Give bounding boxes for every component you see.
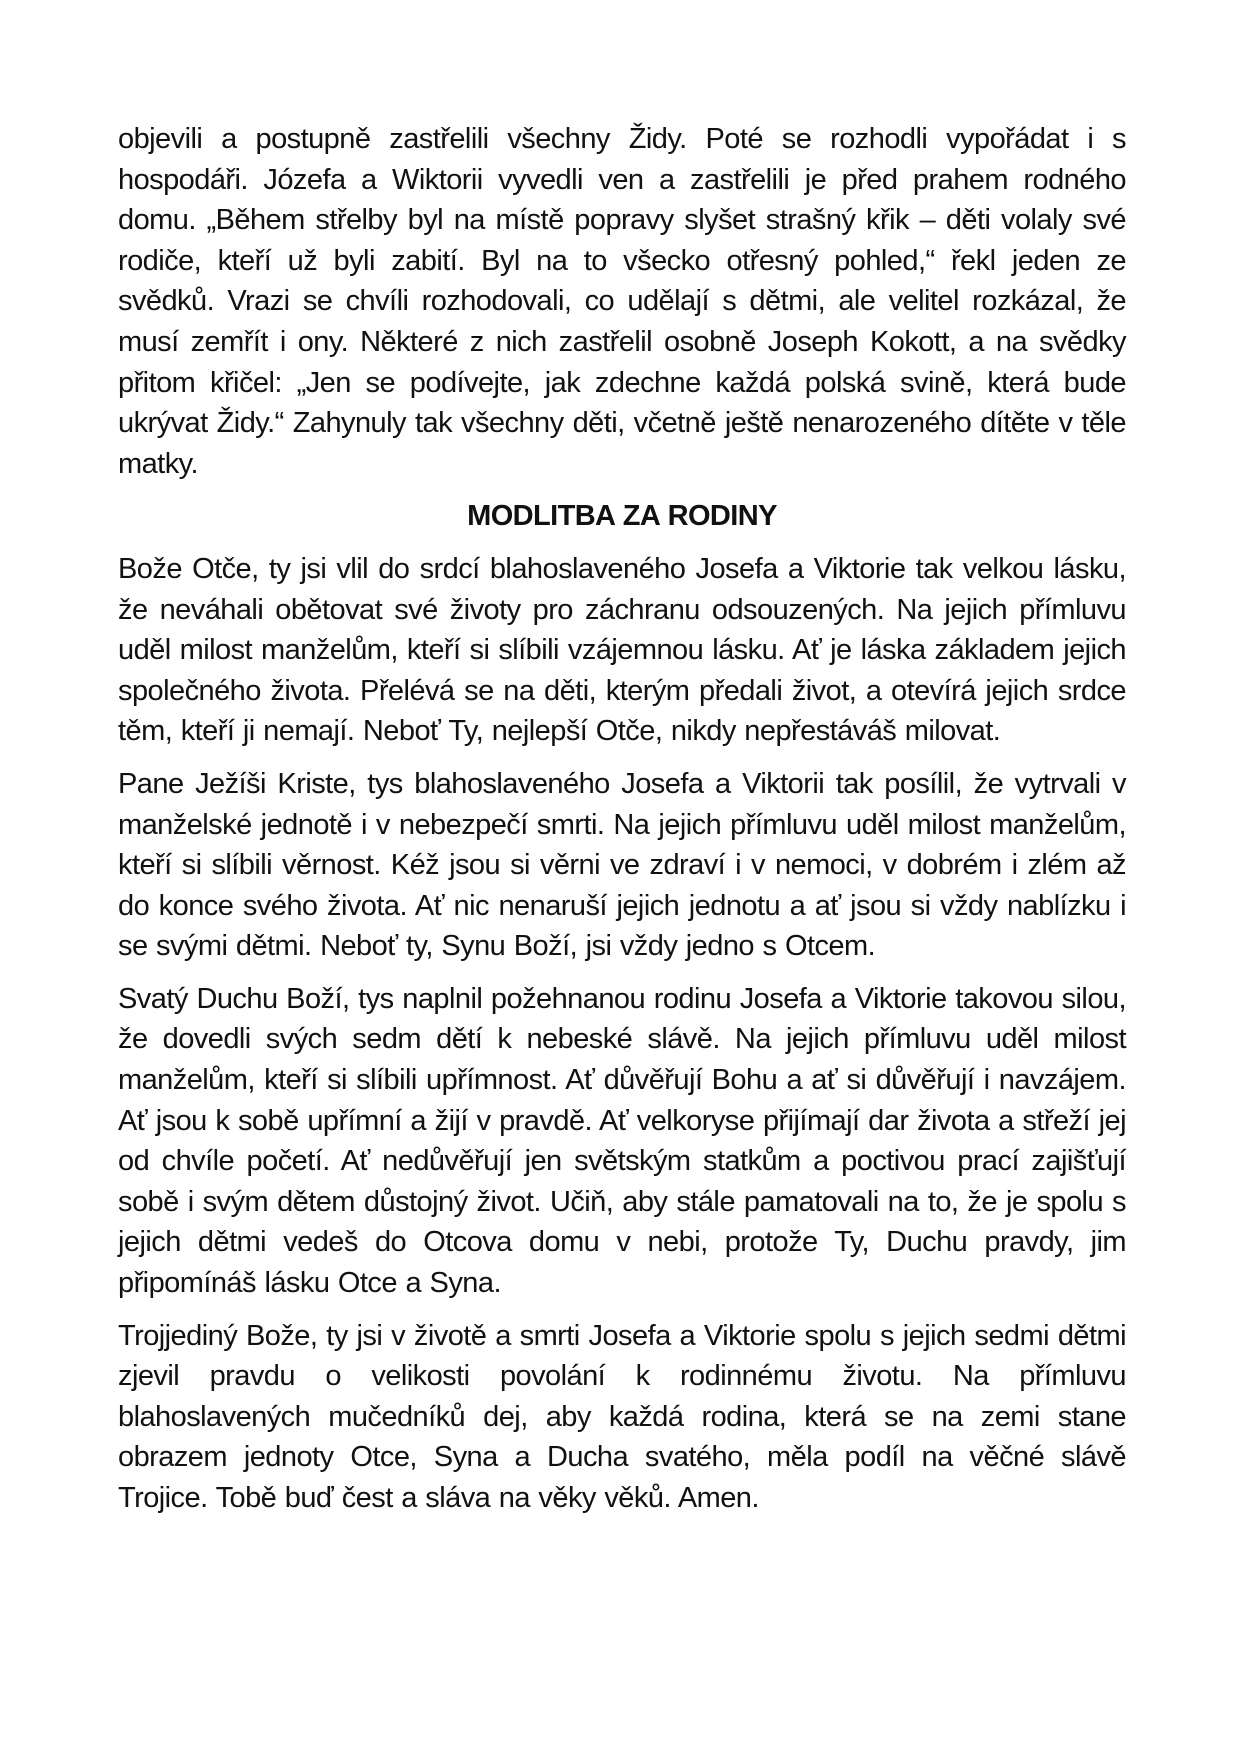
prayer-paragraph-trinity: Trojjediný Bože, ty jsi v životě a smrti Josefa a Viktorie spolu s jejich sedmi dětmi zjevil pravdu o velikosti povolání k rodinnému životu. Na přímluvu blahoslavených mučedníků dej, aby každá rodina, která se na zemi stane obrazem jednoty Otce, Syna a Ducha svatého, měla podíl na věčné slávě Trojice. Tobě buď čest a sláva na věky věků. Amen. (118, 1319, 1126, 1514)
section-heading: MODLITBA ZA RODINY (467, 500, 777, 533)
intro-paragraph: objevili a postupně zastřelili všechny Židy. Poté se rozhodli vypořádat i s hospodáři. Józefa a Wiktorii vyvedli ven a zastřelili je před prahem rodného domu. „Během střelby byl na místě popravy slyšet strašný křik – děti volaly své rodiče, kteří už byli zabití. Byl na to všecko otřesný pohled,“ řekl jeden ze svědků. Vrazi se chvíli rozhodovali, co udělají s dětmi, ale velitel rozkázal, že musí zemřít i ony. Některé z nich zastřelil osobně Joseph Kokott, a na svědky přitom křičel: „Jen se podívejte, jak zdechne každá polská svině, která bude ukrývat Židy.“ Zahynuly tak všechny děti, včetně ještě nenarozeného dítěte v těle matky. (118, 123, 1126, 480)
document-page (118, 119, 1126, 1519)
prayer-paragraph-spirit: Svatý Duchu Boží, tys naplnil požehnanou rodinu Josefa a Viktorie takovou silou, že dovedli svých sedm dětí k nebeské slávě. Na jejich přímluvu uděl milost manželům, kteří si slíbili upřímnost. Ať důvěřují Bohu a ať si důvěřují i navzájem. Ať jsou k sobě upřímní a žijí v pravdě. Ať velkoryse přijímají dar života a střeží jej od chvíle početí. Ať nedůvěřují jen světským statkům a poctivou prací zajišťují sobě i svým dětem důstojný život. Učiň, aby stále pamatovali na to, že je spolu s jejich dětmi vedeš do Otcova domu v nebi, protože Ty, Duchu pravdy, jim připomínáš lásku Otce a Syna. (118, 982, 1126, 1300)
prayer-paragraph-son: Pane Ježíši Kriste, tys blahoslaveného Josefa a Viktorii tak posílil, že vytrvali v manželské jednotě i v nebezpečí smrti. Na jejich přímluvu uděl milost manželům, kteří si slíbili věrnost. Kéž jsou si věrni ve zdraví i v nemoci, v dobrém i zlém až do konce svého života. Ať nic nenaruší jejich jednotu a ať jsou si vždy nablízku i se svými dětmi. Neboť ty, Synu Boží, jsi vždy jedno s Otcem. (118, 767, 1126, 963)
prayer-paragraph-father: Bože Otče, ty jsi vlil do srdcí blahoslaveného Josefa a Viktorie tak velkou lásku, že neváhali obětovat své životy pro záchranu odsouzených. Na jejich přímluvu uděl milost manželům, kteří si slíbili vzájemnou lásku. Ať je láska základem jejich společného života. Přelévá se na děti, kterým předali život, a otevírá jejich srdce těm, kteří ji nemají. Neboť Ty, nejlepší Otče, nikdy nepřestáváš milovat. (118, 552, 1126, 748)
